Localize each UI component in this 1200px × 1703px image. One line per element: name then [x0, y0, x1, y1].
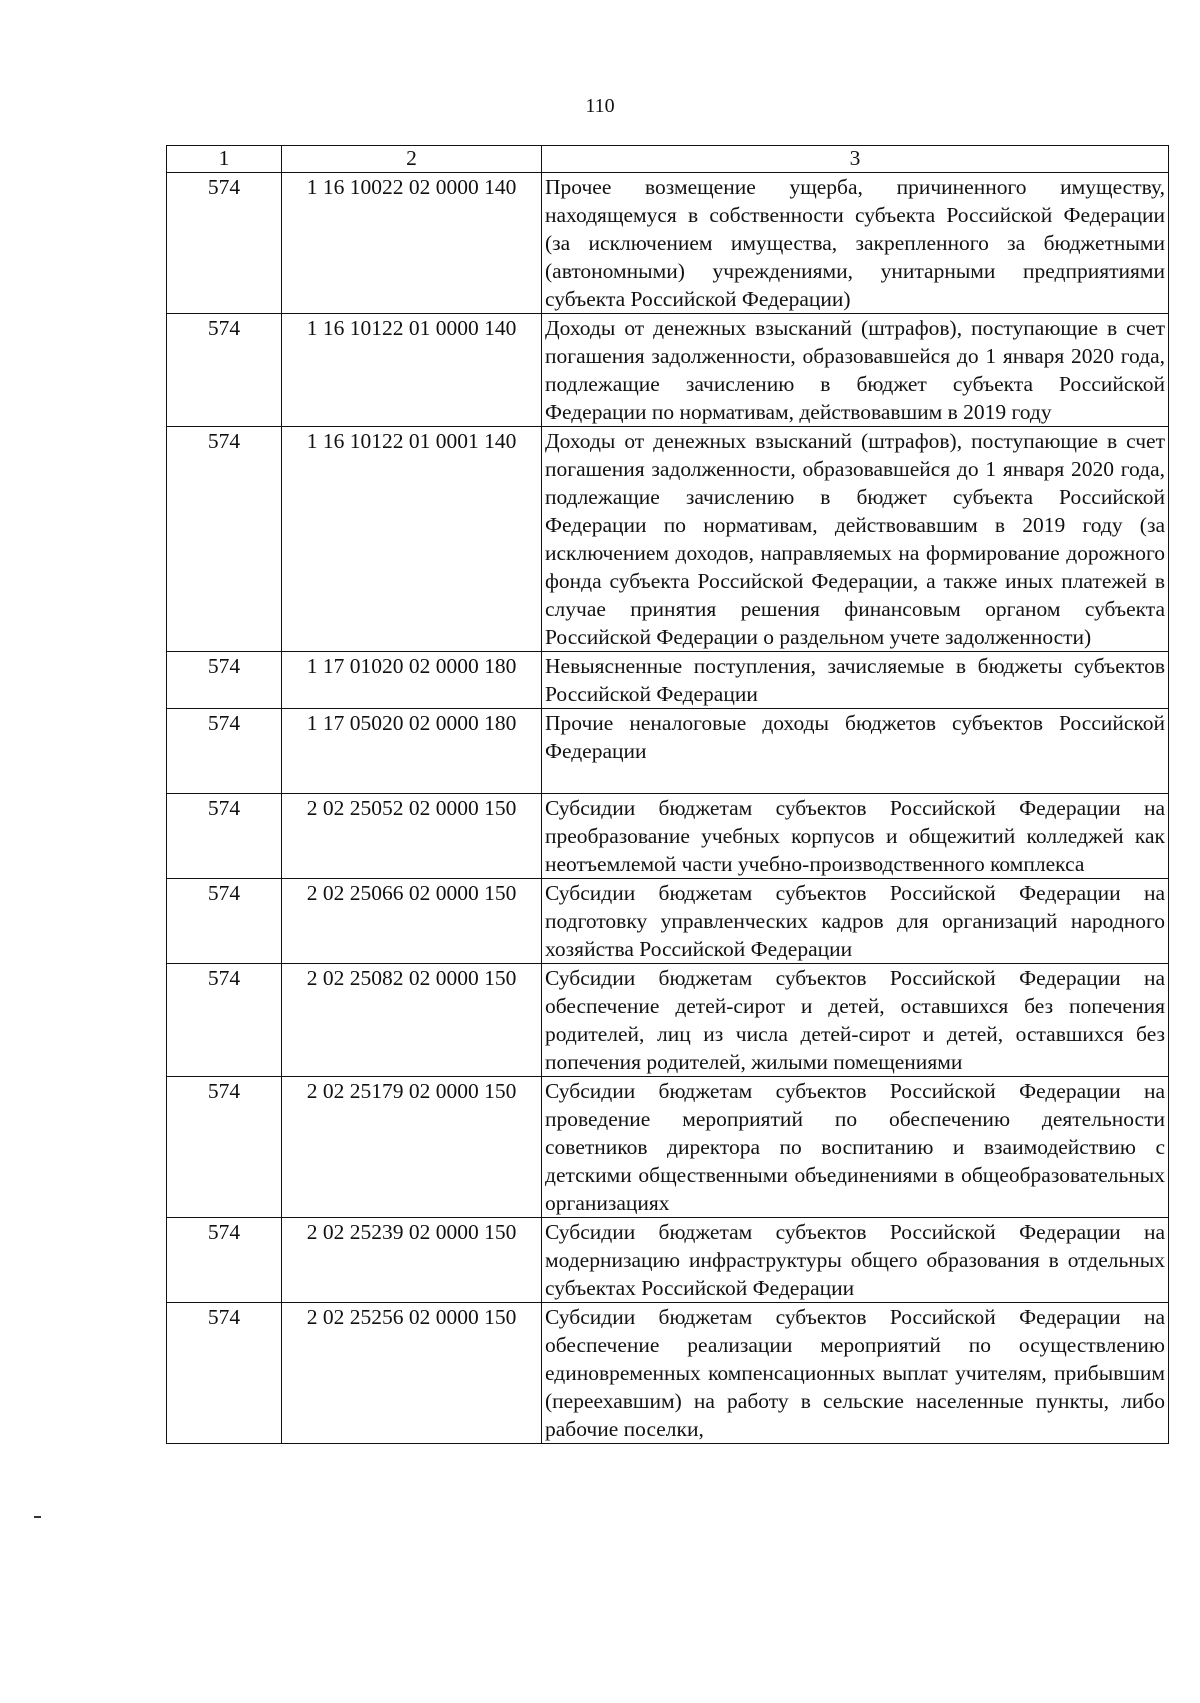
table-header-row	[167, 146, 1169, 173]
blank-line	[545, 765, 1165, 793]
table-row	[167, 709, 1169, 794]
revenue-name-cell	[542, 709, 1169, 794]
revenue-code-cell: 2 02 25256 02 0000 150	[282, 1303, 542, 1444]
revenue-code-cell: 2 02 25082 02 0000 150	[282, 964, 542, 1077]
table-row	[167, 314, 1169, 427]
revenue-code-cell: 2 02 25179 02 0000 150	[282, 1077, 542, 1218]
admin-code-cell: 574	[167, 879, 282, 964]
revenue-code-cell: 1 17 01020 02 0000 180	[282, 652, 542, 709]
table-row	[167, 964, 1169, 1077]
revenue-name-cell: Невыясненные поступления, зачисляемые в бюджеты субъектов Российской Федерации	[542, 652, 1169, 709]
admin-code-cell: 574	[167, 652, 282, 709]
table-row	[167, 173, 1169, 314]
table-row	[167, 1303, 1169, 1444]
revenue-code-cell: 1 17 05020 02 0000 180	[282, 709, 542, 794]
revenue-code-cell: 2 02 25066 02 0000 150	[282, 879, 542, 964]
revenue-name-cell: Доходы от денежных взысканий (штрафов), поступающие в счет погашения задолженности, образовавшейся до 1 января 2020 года, подлежащие зачислению в бюджет субъекта Российской Федерации по нормативам, действовавшим в 2019 году	[542, 314, 1169, 427]
revenue-name-cell: Субсидии бюджетам субъектов Российской Федерации на проведение мероприятий по обеспечению деятельности советников директора по воспитанию и взаимодействию с детскими общественными объединениями в общеобразовательных организациях	[542, 1077, 1169, 1218]
column-header-2: 2	[282, 146, 542, 173]
revenue-name-cell: Доходы от денежных взысканий (штрафов), поступающие в счет погашения задолженности, образовавшейся до 1 января 2020 года, подлежащие зачислению в бюджет субъекта Российской Федерации по нормативам, действовавшим в 2019 году (за исключением доходов, направляемых на формирование дорожного фонда субъекта Российской Федерации, а также иных платежей в случае принятия решения финансовым органом субъекта Российской Федерации о раздельном учете задолженности)	[542, 427, 1169, 652]
revenue-name-cell: Субсидии бюджетам субъектов Российской Федерации на модернизацию инфраструктуры общего образования в отдельных субъектах Российской Федерации	[542, 1218, 1169, 1303]
revenue-name-cell: Субсидии бюджетам субъектов Российской Федерации на преобразование учебных корпусов и общежитий колледжей как неотъемлемой части учебно-производственного комплекса	[542, 794, 1169, 879]
revenue-code-cell: 1 16 10022 02 0000 140	[282, 173, 542, 314]
revenue-name-text: Прочие неналоговые доходы бюджетов субъектов Российской Федерации	[545, 711, 1165, 763]
column-header-3: 3	[542, 146, 1169, 173]
admin-code-cell: 574	[167, 1218, 282, 1303]
admin-code-cell: 574	[167, 964, 282, 1077]
revenue-code-cell: 1 16 10122 01 0001 140	[282, 427, 542, 652]
table-row	[167, 1077, 1169, 1218]
admin-code-cell: 574	[167, 427, 282, 652]
revenue-name-cell: Субсидии бюджетам субъектов Российской Федерации на обеспечение детей-сирот и детей, оставшихся без попечения родителей, лиц из числа детей-сирот и детей, оставшихся без попечения родителей, жилыми помещениями	[542, 964, 1169, 1077]
revenue-code-cell: 2 02 25052 02 0000 150	[282, 794, 542, 879]
admin-code-cell: 574	[167, 1077, 282, 1218]
revenue-code-cell: 1 16 10122 01 0000 140	[282, 314, 542, 427]
admin-code-cell: 574	[167, 173, 282, 314]
column-header-1: 1	[167, 146, 282, 173]
table-row	[167, 879, 1169, 964]
admin-code-cell: 574	[167, 1303, 282, 1444]
revenue-name-cell: Прочее возмещение ущерба, причиненного имуществу, находящемуся в собственности субъекта Российской Федерации (за исключением имущества, закрепленного за бюджетными (автономными) учреждениями, унитарными предприятиями субъекта Российской Федерации)	[542, 173, 1169, 314]
admin-code-cell: 574	[167, 314, 282, 427]
table-row	[167, 794, 1169, 879]
table-row	[167, 427, 1169, 652]
revenue-codes-table	[166, 145, 1169, 1444]
scan-artifact-mark	[34, 1516, 41, 1518]
page-number: 110	[585, 95, 615, 117]
revenue-name-cell: Субсидии бюджетам субъектов Российской Федерации на обеспечение реализации мероприятий по осуществлению единовременных компенсационных выплат учителям, прибывшим (переехавшим) на работу в сельские населенные пункты, либо рабочие поселки,	[542, 1303, 1169, 1444]
table-row	[167, 1218, 1169, 1303]
table-row	[167, 652, 1169, 709]
revenue-code-cell: 2 02 25239 02 0000 150	[282, 1218, 542, 1303]
admin-code-cell: 574	[167, 794, 282, 879]
revenue-name-cell: Субсидии бюджетам субъектов Российской Федерации на подготовку управленческих кадров для организаций народного хозяйства Российской Федерации	[542, 879, 1169, 964]
admin-code-cell: 574	[167, 709, 282, 794]
